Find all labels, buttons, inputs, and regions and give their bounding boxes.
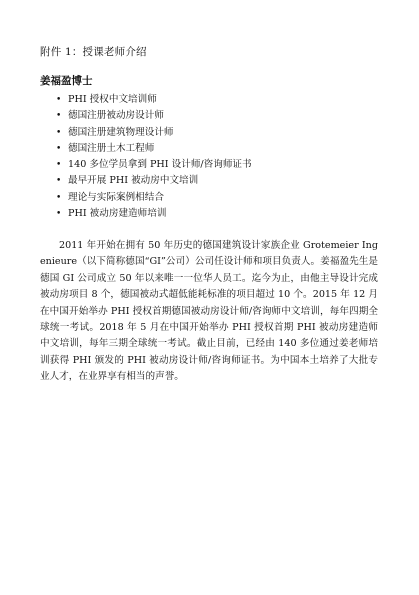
- bullet-icon: •: [56, 160, 62, 171]
- bullet-icon: •: [56, 127, 62, 138]
- list-item: [56, 190, 252, 206]
- list-item-text: 德国注册建筑物理设计师: [68, 126, 174, 138]
- bullet-icon: •: [56, 95, 62, 105]
- bullet-icon: •: [56, 209, 62, 220]
- list-item: [56, 173, 252, 189]
- bullet-icon: •: [56, 111, 62, 122]
- list-item-text: PHI 授权中文培训师: [68, 94, 157, 105]
- bullet-icon: •: [56, 192, 62, 203]
- bullet-icon: •: [56, 143, 62, 154]
- list-item: [56, 157, 252, 173]
- bullet-icon: •: [56, 176, 62, 187]
- list-item-text: PHI 被动房建造师培训: [68, 208, 167, 220]
- list-item-text: 德国注册被动房设计师: [68, 110, 164, 122]
- list-item: [56, 125, 252, 141]
- list-item: [56, 206, 252, 222]
- list-item-text: 理论与实际案例相结合: [68, 191, 164, 203]
- bio-paragraph: 2011 年开始在拥有 50 年历史的德国建筑设计家族企业 Grotemeier Ingenieure（以下简称德国“GI”公司）公司任设计师和项目负责人。姜福盈先生是德国 GI 公司成立 50 年以来唯一一位华人员工。迄今为止，由他主导设计完成被动房项目 8 个，德国被动式超低能耗标准的项目超过 10 个。2015 年 12 月在中国开始举办 PHI 授权首期德国被动房设计师/咨询师中文培训，每年四期全球统一考试。2018 年 5 月在中国开始举办 PHI 授权首期 PHI 被动房建造师中文培训，每年三期全球统一考试。截止目前，已经由 140 多位通过姜老师培训获得 PHI 颁发的 PHI 被动房设计师/咨询师证书。为中国本土培养了大批专业人才，在业界享有相当的声誉。: [40, 240, 378, 383]
- qualification-list: [56, 92, 252, 222]
- list-item-text: 最早开展 PHI 被动房中文培训: [68, 175, 199, 187]
- list-item-text: 140 多位学员拿到 PHI 设计师/咨询师证书: [68, 159, 252, 171]
- appendix-heading: 附件 1：授课老师介绍: [40, 46, 147, 58]
- list-item: [56, 108, 252, 124]
- list-item-text: 德国注册土木工程师: [68, 142, 155, 154]
- list-item: [56, 92, 252, 108]
- teacher-name: 姜福盈博士: [40, 75, 93, 87]
- list-item: [56, 141, 252, 157]
